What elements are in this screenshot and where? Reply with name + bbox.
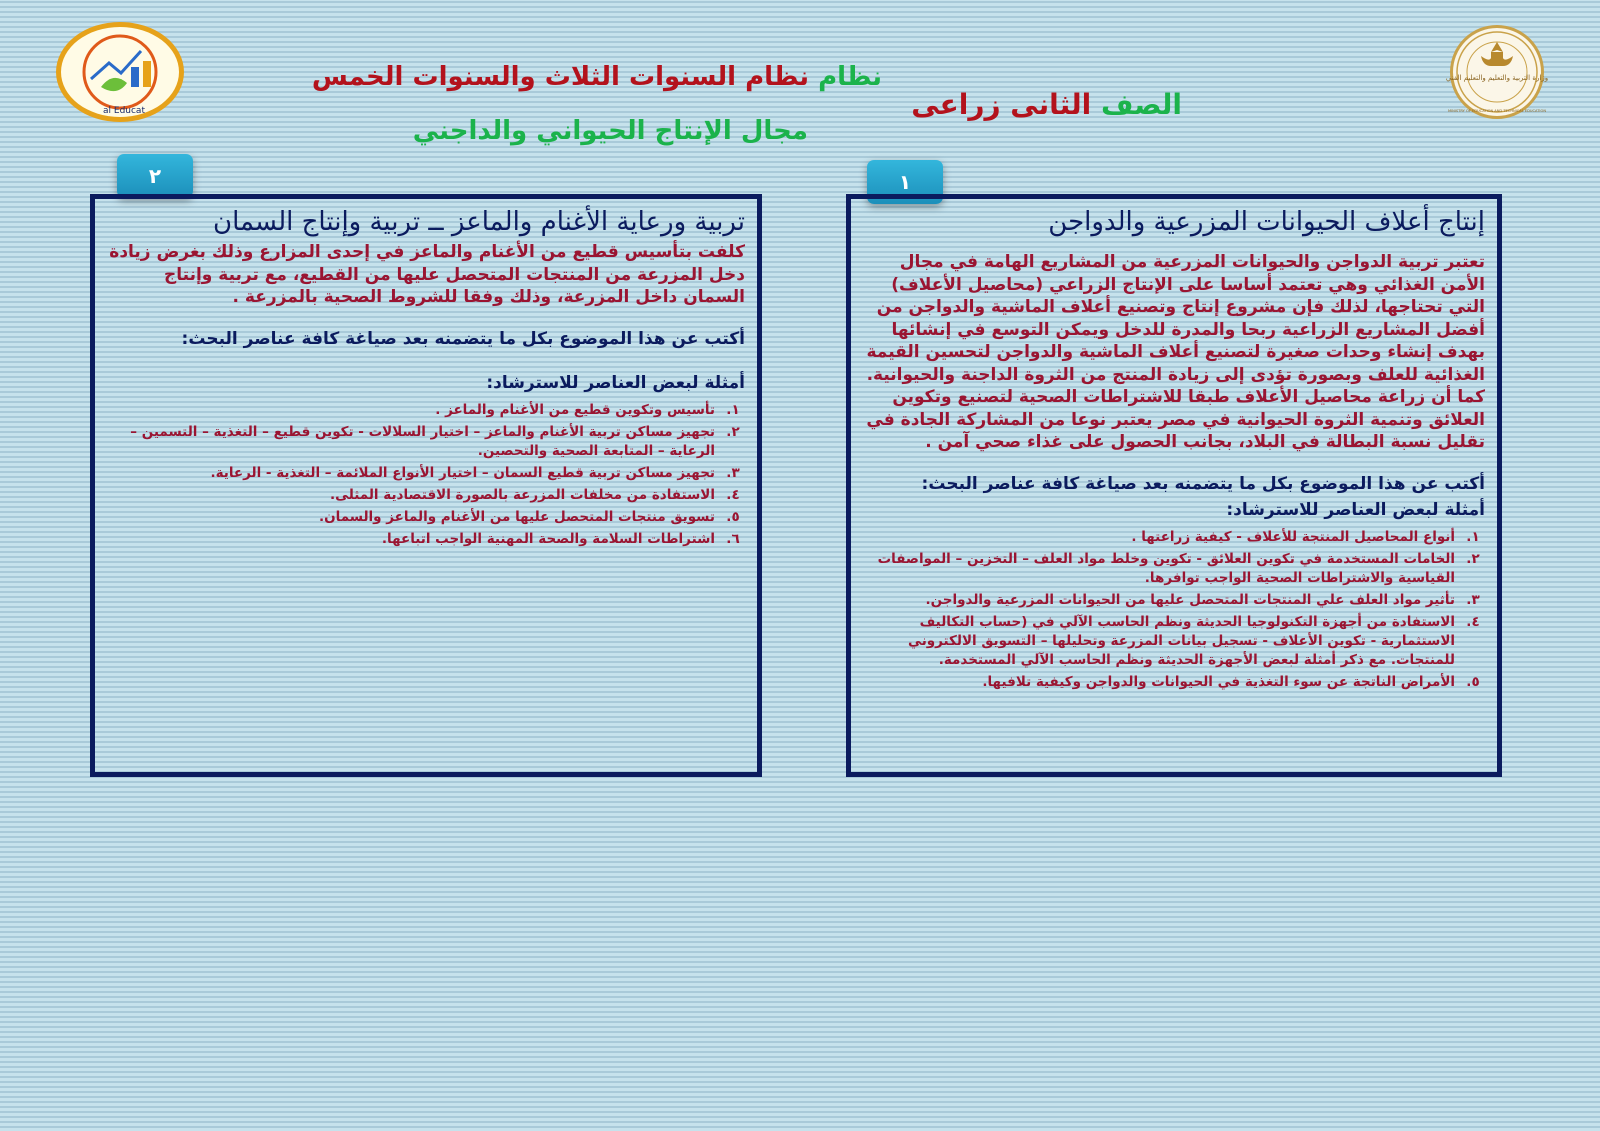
list-item [107,401,740,420]
list-item-number: ٤. [726,486,740,503]
technical-education-logo [56,22,184,122]
list-item-text: تجهيز مساكن تربية قطيع السمان – اختيار الأنواع الملائمة – التغذية - الرعاية. [210,464,715,481]
panel-description: تعتبر تربية الدواجن والحيوانات المزرعية من المشاريع الهامة في مجال الأمن الغذائي وهي تعتمد أساسا على الإنتاج الزراعي (محاصيل الأعلاف) التي تحتاجها، لذلك فإن مشروع إنتاج وتصنيع أعلاف الماشية والدواجن من أفضل المشاريع الزراعية ربحا والمدرة للدخل ويمكن التوسع في إنشائها بهدف إنشاء وحدات صغيرة لتصنيع أعلاف الماشية والدواجن لتحسين القيمة الغذائية للعلف وبصورة تؤدى إلى زيادة المنتج من الثروة الداجنة والحيوانية. كما أن زراعة محاصيل الأعلاف طبقا للاشتراطات الصحية لتصنيع وتكوين العلائق وتنمية الثروة الحيوانية في مصر يعتبر نوعا من المشاركة الجادة في تقليل نسبة البطالة في البلاد، بجانب الحصول على غذاء صحي آمن . [866,252,1485,452]
list-item-number: ٢. [726,423,740,440]
logo-left-caption: al Educat [103,106,145,116]
panel-description: كلفت بتأسيس قطيع من الأغنام والماعز في إحدى المزارع وذلك بغرض زيادة دخل المزرعة من المنتجات المتحصل عليها من القطيع، مع تربية وإنتاج السمان داخل المزرعة، وذلك وفقا للشروط الصحية بالمزرعة . [109,242,745,307]
topic-panel-sheep-quail [90,194,762,777]
examples-list [107,401,745,549]
ministry-arabic-name: وزارة التربية والتعليم والتعليم الفني [1445,74,1549,82]
list-item [863,550,1480,588]
list-item [107,464,740,483]
field-heading: مجال الإنتاج الحيواني والداجني [412,116,808,146]
list-item-text: الأمراض الناتجة عن سوء التغذية في الحيوانات والدواجن وكيفية تلافيها. [982,673,1455,690]
list-item-text: الاستفادة من مخلفات المزرعة بالصورة الاقتصادية المثلى. [330,486,715,503]
ministry-seal-logo [1445,25,1549,119]
ministry-english-name: MINISTRY OF EDUCATION AND TECHNICAL EDUCATION [1447,109,1547,113]
list-item-text: أنواع المحاصيل المنتجة للأعلاف - كيفية زراعتها . [1131,528,1455,545]
list-item-number: ٦. [726,530,740,547]
topic-tab-1[interactable]: ١ [867,160,943,204]
list-item-text: تجهيز مساكن تربية الأغنام والماعز – اختيار السلالات - تكوين قطيع – التغذية – التسمين – الرعاية – المتابعة الصحية والتحصين. [130,423,715,459]
system-heading [312,62,882,92]
grade-heading [911,88,1182,121]
panel-instruction: أكتب عن هذا الموضوع بكل ما يتضمنه بعد صياغة كافة عناصر البحث: [921,473,1485,494]
topic-panel-feed-production [846,194,1502,777]
list-item [863,591,1480,610]
logo-graphic-icon [61,27,179,117]
topic-tab-2[interactable]: ٢ [117,154,193,198]
list-item [863,528,1480,547]
list-item [107,508,740,527]
list-item-text: الاستفادة من أجهزة التكنولوجيا الحديثة ونظم الحاسب الآلي في (حساب التكاليف الاستثمارية - تكوين الأعلاف - تسجيل بيانات المزرعة وتحليلها – التسويق الالكتروني للمنتجات. مع ذكر أمثلة لبعض الأجهزة الحديثة ونظم الحاسب الآلي المستخدمة. [908,613,1455,668]
examples-list [863,528,1485,692]
list-item-number: ٢. [1466,550,1480,567]
list-item [863,613,1480,670]
ministry-eagle-icon [1445,28,1549,116]
list-item-text: اشتراطات السلامة والصحة المهنية الواجب اتباعها. [381,530,715,547]
system-heading-word: نظام [818,62,882,92]
list-item-number: ٥. [1466,673,1480,690]
list-item-number: ٤. [1466,613,1480,630]
panel-instruction: أكتب عن هذا الموضوع بكل ما يتضمنه بعد صياغة كافة عناصر البحث: [181,328,745,349]
list-item-text: الخامات المستخدمة في تكوين العلائق - تكوين وخلط مواد العلف – التخزين – المواصفات القياسية والاشتراطات الصحية الواجب توافرها. [877,550,1455,586]
list-item [863,673,1480,692]
list-item-text: تأسيس وتكوين قطيع من الأغنام والماعز . [435,401,715,418]
list-item-number: ٣. [726,464,740,481]
grade-heading-rest: الثانى زراعى [911,88,1092,121]
system-heading-rest: نظام السنوات الثلاث والسنوات الخمس [311,62,810,92]
list-item-text: تأثير مواد العلف علي المنتجات المتحصل عليها من الحيوانات المزرعية والدواجن. [925,591,1455,608]
examples-heading: أمثلة لبعض العناصر للاسترشاد: [486,372,745,393]
list-item [107,423,740,461]
list-item-number: ١. [1466,528,1480,545]
list-item-number: ٣. [1466,591,1480,608]
list-item-number: ١. [726,401,740,418]
list-item-text: تسويق منتجات المتحصل عليها من الأغنام والماعز والسمان. [318,508,715,525]
panel-title: إنتاج أعلاف الحيوانات المزرعية والدواجن [1048,207,1485,237]
list-item-number: ٥. [726,508,740,525]
grade-heading-word: الصف [1100,88,1182,121]
examples-heading: أمثلة لبعض العناصر للاسترشاد: [1226,499,1485,520]
list-item [107,486,740,505]
panel-title: تربية ورعاية الأغنام والماعز ــ تربية وإنتاج السمان [213,207,745,237]
list-item [107,530,740,549]
